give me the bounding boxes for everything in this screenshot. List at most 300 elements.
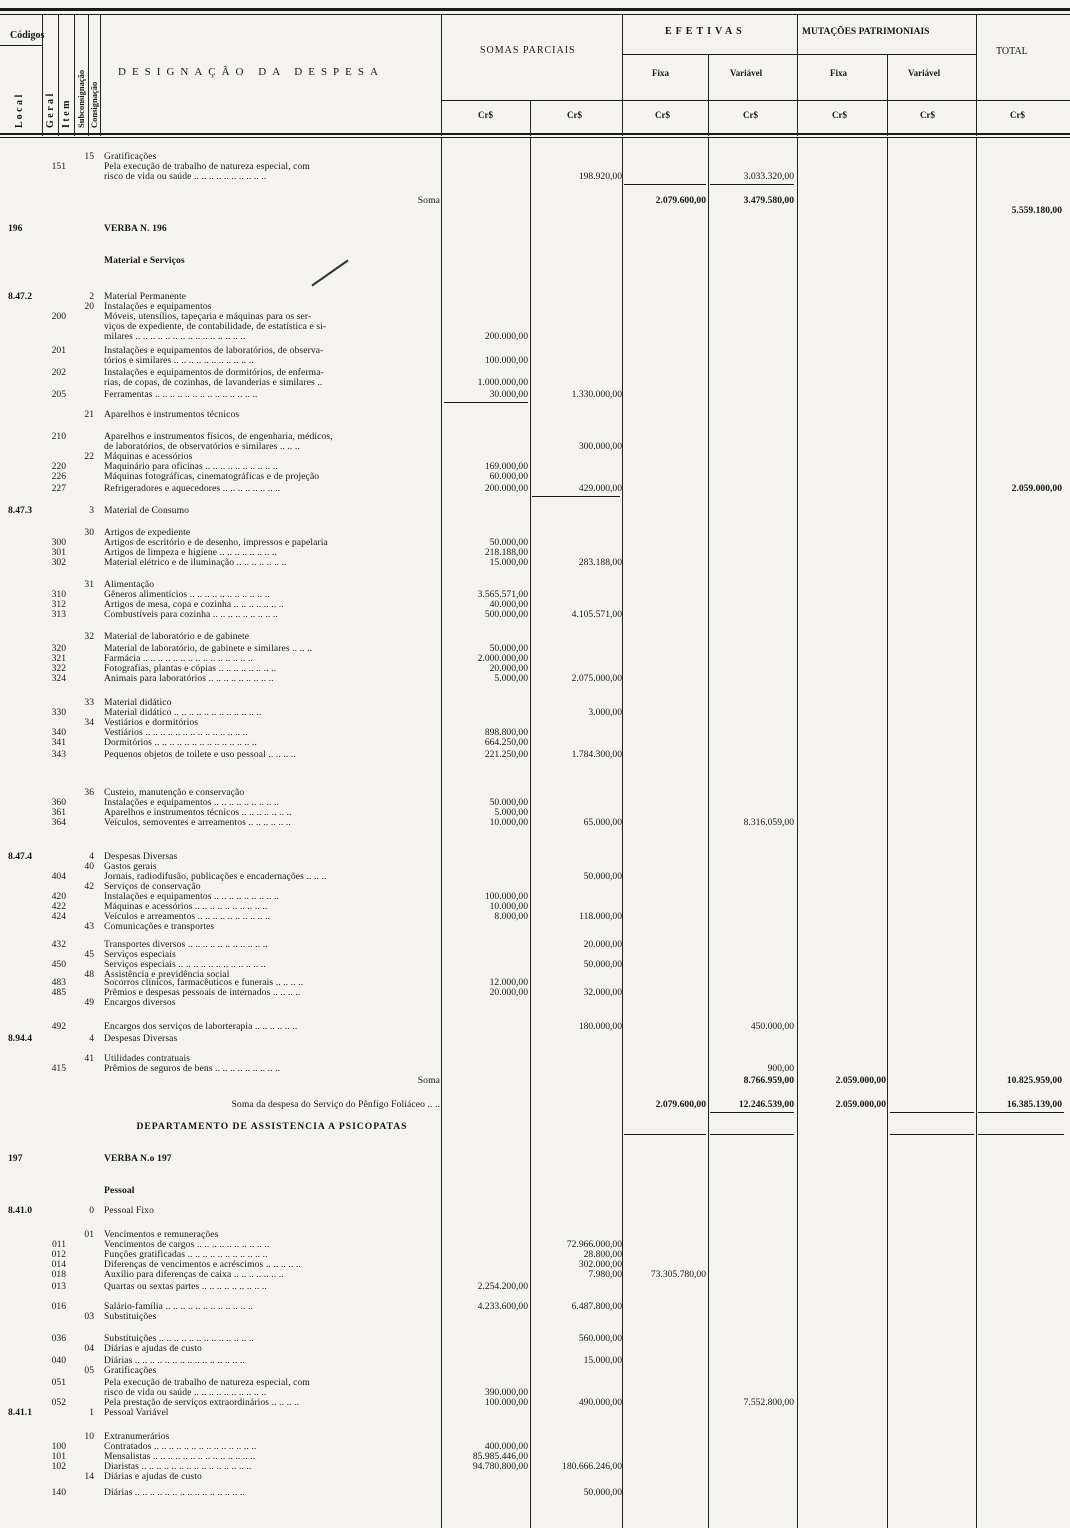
cell-desc: Artigos de limpeza e higiene .. .. .. .. .. .. .. ..	[104, 548, 278, 558]
table-row	[0, 1022, 1070, 1032]
cell-geral: 420	[51, 891, 66, 902]
table-row	[0, 1250, 1070, 1260]
cell-geral: 220	[51, 461, 66, 472]
cell-desc: Soma da despesa do Serviço do Pênfigo Foliáceo .. ..	[231, 1100, 440, 1110]
cell-desc: Dormitórios .. .. .. .. .. .. .. .. .. .. .. .. .. ..	[104, 738, 257, 748]
cell-p1: 20.000,00	[489, 663, 528, 674]
cell-p1: 169.000,00	[484, 461, 528, 472]
cell-desc: Prêmios de seguros de bens .. .. .. .. .. .. .. .. ..	[104, 1064, 281, 1074]
cell-p1: 50.000,00	[489, 643, 528, 654]
cell-geral: 341	[51, 737, 66, 748]
cell-desc: Quartas ou sextas partes .. .. .. .. .. .. .. .. ..	[104, 1282, 267, 1292]
cell-geral: 364	[51, 817, 66, 828]
cell-p1: 50.000,00	[489, 537, 528, 548]
table-row	[0, 644, 1070, 654]
cell-desc: Funções gratificadas .. .. .. .. .. .. .. .. .. .. ..	[104, 1250, 268, 1260]
table-row	[0, 206, 1070, 216]
col-consignacao-header: Consignação	[89, 81, 99, 128]
cell-p1: 100.000,00	[484, 891, 528, 902]
cell-geral: 312	[51, 599, 66, 610]
cell-desc: Soma	[417, 1076, 440, 1086]
cell-desc: Diárias e ajudas de custo	[104, 1344, 202, 1354]
somas-parciais-header: SOMAS PARCIAIS	[480, 45, 576, 56]
table-row	[0, 902, 1070, 912]
cell-geral: 101	[51, 1451, 66, 1462]
cell-geral: 200	[51, 311, 66, 322]
cell-item: 45	[84, 949, 94, 960]
cell-geral: 424	[51, 911, 66, 922]
cell-p2: 1.330.000,00	[571, 389, 622, 400]
table-row	[0, 472, 1070, 482]
cell-desc: Artigos de expediente	[104, 528, 191, 538]
table-row	[0, 960, 1070, 970]
designacao-header: DESIGNAÇÃO DA DESPESA	[118, 66, 384, 78]
table-row	[0, 1388, 1070, 1398]
cell-item: 4	[89, 1033, 94, 1044]
cell-geral: 492	[51, 1021, 66, 1032]
cell-item: 4	[89, 851, 94, 862]
table-row	[0, 1408, 1070, 1418]
efetivas-header: EFETIVAS	[665, 26, 746, 37]
cell-item: 05	[84, 1365, 94, 1376]
cell-item: 03	[84, 1311, 94, 1322]
cell-p1: 40.000,00	[489, 599, 528, 610]
cell-ev: 3.479.580,00	[743, 195, 794, 206]
cell-geral: 310	[51, 589, 66, 600]
cell-ef: 2.079.600,00	[655, 195, 706, 206]
cell-geral: 485	[51, 987, 66, 998]
cell-ev: 8.316.059,00	[743, 817, 794, 828]
table-row	[0, 912, 1070, 922]
cell-geral: 036	[51, 1333, 66, 1344]
table-row	[0, 462, 1070, 472]
cell-item: 48	[84, 969, 94, 980]
header-divider	[100, 14, 101, 136]
cell-geral: 011	[51, 1239, 66, 1250]
table-row	[0, 292, 1070, 302]
table-row	[0, 1100, 1070, 1110]
table-row	[0, 1076, 1070, 1086]
cell-desc: Material didático	[104, 698, 172, 708]
cell-desc: Pessoal Fixo	[104, 1206, 154, 1216]
codigos-header: Códigos	[10, 30, 45, 41]
cell-p1: 50.000,00	[489, 797, 528, 808]
cell-geral: 100	[51, 1441, 66, 1452]
cell-desc: Assistência e previdência social	[104, 970, 230, 980]
sum-rule	[978, 1112, 1064, 1113]
cell-item: 43	[84, 921, 94, 932]
sum-rule	[444, 402, 528, 403]
cell-p2: 7.980,00	[588, 1269, 622, 1280]
table-row	[0, 1282, 1070, 1292]
cell-p1: 3.565.571,00	[477, 589, 528, 600]
cell-ev: 7.552.800,00	[743, 1397, 794, 1408]
table-row	[0, 1270, 1070, 1280]
cell-p1: 200.000,00	[484, 483, 528, 494]
cell-p1: 12.000,00	[489, 977, 528, 988]
cell-desc: Jornais, radiodifusão, publicações e encadernações .. .. ..	[104, 872, 327, 882]
cell-p2: 300.000,00	[578, 441, 622, 452]
cell-geral: 052	[51, 1397, 66, 1408]
cell-ev: 8.766.959,00	[743, 1075, 794, 1086]
cell-desc: Mensalistas .. .. .. .. .. .. .. .. .. .. .. .. .. ..	[104, 1452, 256, 1462]
cell-desc: Encargos dos serviços de laborterapia .. .. .. .. .. ..	[104, 1022, 298, 1032]
table-row	[0, 1206, 1070, 1216]
cell-item: 30	[84, 527, 94, 538]
cell-ef: 73.305.780,00	[650, 1269, 706, 1280]
cell-p2: 180.000,00	[578, 1021, 622, 1032]
cell-geral: 051	[51, 1377, 66, 1388]
cell-desc: Vestiários .. .. .. .. .. .. .. .. .. .. .. .. .. ..	[104, 728, 248, 738]
cell-desc: Móveis, utensílios, tapeçaria e máquinas para os ser-	[104, 312, 312, 322]
cell-geral: 210	[51, 431, 66, 442]
table-row	[0, 432, 1070, 442]
table-row	[0, 1240, 1070, 1250]
cell-item: 36	[84, 787, 94, 798]
table-row	[0, 538, 1070, 548]
table-row	[0, 654, 1070, 664]
table-row	[0, 922, 1070, 932]
cell-p2: 20.000,00	[583, 939, 622, 950]
table-row	[0, 978, 1070, 988]
col-subconsignacao-header: Subconsignação	[76, 69, 86, 128]
cell-desc: Refrigeradores e aquecedores .. .. .. .. .. .. .. ..	[104, 484, 281, 494]
table-row	[0, 378, 1070, 388]
cell-mf: 2.059.000,00	[835, 1099, 886, 1110]
cell-desc: Substituições .. .. .. .. .. .. .. .. .. .. .. .. ..	[104, 1334, 254, 1344]
cell-desc: Pequenos objetos de toilete e uso pessoal .. .. .. ..	[104, 750, 296, 760]
cell-desc: Utilidades contratuais	[104, 1054, 191, 1064]
efetivas-fixa-header: Fixa	[652, 68, 669, 78]
cell-geral: 361	[51, 807, 66, 818]
cell-desc: Soma	[417, 196, 440, 206]
cell-p1: 2.000.000,00	[477, 653, 528, 664]
cell-p2: 1.784.300,00	[571, 749, 622, 760]
table-row	[0, 708, 1070, 718]
mutacoes-fixa-header: Fixa	[830, 68, 847, 78]
table-row	[0, 862, 1070, 872]
header-divider	[887, 55, 888, 136]
header-bottom-rule-2	[0, 137, 1070, 138]
cell-item: 2	[89, 291, 94, 302]
cell-local: 8.47.2	[8, 291, 32, 302]
cell-geral: 340	[51, 727, 66, 738]
table-row	[0, 162, 1070, 172]
table-row	[0, 1344, 1070, 1354]
mutacoes-header: MUTAÇÕES PATRIMONIAIS	[802, 27, 930, 37]
cell-desc: Instalações e equipamentos de laboratórios, de observa-	[104, 346, 324, 356]
cell-desc: Contratados .. .. .. .. .. .. .. .. .. .. .. .. .. ..	[104, 1442, 257, 1452]
cell-geral: 432	[51, 939, 66, 950]
cell-geral: 202	[51, 367, 66, 378]
sum-rule	[710, 184, 794, 185]
cell-desc: Instalações e equipamentos .. .. .. .. .. .. .. .. ..	[104, 798, 280, 808]
cell-p2: 50.000,00	[583, 871, 622, 882]
cell-desc: Veículos e arreamentos .. .. .. .. .. .. .. .. .. ..	[104, 912, 271, 922]
header-divider	[58, 14, 59, 136]
table-row	[0, 548, 1070, 558]
cell-p1: 5.000,00	[494, 807, 528, 818]
table-row	[0, 346, 1070, 356]
cell-desc: Pela prestação de serviços extraordinários .. .. .. ..	[104, 1398, 300, 1408]
table-row	[0, 196, 1070, 206]
cell-desc: Salário-família .. .. .. .. .. .. .. .. .. .. .. ..	[104, 1302, 253, 1312]
table-row	[0, 528, 1070, 538]
table-row	[0, 368, 1070, 378]
cell-desc: Máquinas e acessórios .. .. .. .. .. .. .. .. .. ..	[104, 902, 268, 912]
cell-p2: 118.000,00	[579, 911, 622, 922]
cell-geral: 151	[51, 161, 66, 172]
cell-desc: Material de laboratório e de gabinete	[104, 632, 250, 642]
cell-geral: 102	[51, 1461, 66, 1472]
cell-desc: Pessoal Variável	[104, 1408, 169, 1418]
cell-desc: Pela execução de trabalho de natureza especial, com	[104, 162, 310, 172]
cell-desc: risco de vida ou saúde .. .. .. .. .. .. .. .. .. ..	[104, 1388, 267, 1398]
cell-p1: 664.250,00	[484, 737, 528, 748]
cell-geral: 040	[51, 1355, 66, 1366]
cell-geral: 014	[51, 1259, 66, 1270]
cell-geral: 140	[51, 1487, 66, 1498]
cell-p1: 30.000,00	[489, 389, 528, 400]
header-hline	[441, 100, 1070, 101]
cell-desc: Despesas Diversas	[104, 852, 178, 862]
cell-desc: Aparelhos e instrumentos técnicos	[104, 410, 240, 420]
cell-geral: 360	[51, 797, 66, 808]
cell-p1: 85.985.446,00	[472, 1451, 528, 1462]
cell-item: 10	[84, 1431, 94, 1442]
cell-desc: DEPARTAMENTO DE ASSISTÊNCIA A PSICOPATAS	[136, 1122, 408, 1132]
header-bottom-rule	[0, 133, 1070, 135]
cell-local: 8.47.3	[8, 505, 32, 516]
cell-geral: 415	[51, 1063, 66, 1074]
currency-header: Cr$	[920, 110, 935, 120]
table-row	[0, 1488, 1070, 1498]
table-row	[0, 698, 1070, 708]
table-row	[0, 940, 1070, 950]
cell-geral: 321	[51, 653, 66, 664]
header-divider	[976, 14, 977, 136]
table-row	[0, 1432, 1070, 1442]
currency-header: Cr$	[655, 110, 670, 120]
cell-item: 40	[84, 861, 94, 872]
table-row	[0, 632, 1070, 642]
table-row	[0, 1366, 1070, 1376]
cell-geral: 404	[51, 871, 66, 882]
cell-desc: Gratificações	[104, 152, 157, 162]
cell-desc: Artigos de escritório e de desenho, impressos e papelaria	[104, 538, 328, 548]
cell-p2: 283.188,00	[578, 557, 622, 568]
table-row	[0, 1452, 1070, 1462]
sum-rule	[532, 496, 620, 497]
table-row	[0, 452, 1070, 462]
table-row	[0, 1334, 1070, 1344]
cell-p1: 898.800,00	[484, 727, 528, 738]
cell-desc: Custeio, manutenção e conservação	[104, 788, 245, 798]
cell-ev: 900,00	[767, 1063, 794, 1074]
table-row	[0, 788, 1070, 798]
table-row	[0, 798, 1070, 808]
cell-ev: 12.246.539,00	[738, 1099, 794, 1110]
cell-desc: Vencimentos de cargos .. .. .. .. .. .. .. .. .. ..	[104, 1240, 270, 1250]
cell-desc: Instalações e equipamentos de dormitórios, de enferma-	[104, 368, 324, 378]
cell-geral: 013	[51, 1281, 66, 1292]
cell-desc: Farmácia .. .. .. .. .. .. .. .. .. .. .. .. .. .. ..	[104, 654, 253, 664]
table-row	[0, 1230, 1070, 1240]
cell-local: 196	[8, 223, 23, 234]
table-row	[0, 224, 1070, 234]
cell-geral: 483	[51, 977, 66, 988]
table-row	[0, 442, 1070, 452]
cell-p1: 1.000.000,00	[477, 377, 528, 388]
table-row	[0, 1302, 1070, 1312]
cell-item: 42	[84, 881, 94, 892]
cell-p1: 390.000,00	[484, 1387, 528, 1398]
cell-item: 33	[84, 697, 94, 708]
cell-ef: 2.079.600,00	[655, 1099, 706, 1110]
top-rule-thick	[0, 8, 1070, 11]
cell-desc: Animais para laboratórios .. .. .. .. .. .. .. .. ..	[104, 674, 274, 684]
cell-desc: Material Permanente	[104, 292, 187, 302]
cell-desc: risco de vida ou saúde .. .. .. .. .. .. .. .. .. ..	[104, 172, 267, 182]
table-row	[0, 950, 1070, 960]
table-row	[0, 818, 1070, 828]
table-row	[0, 1054, 1070, 1064]
table-row	[0, 580, 1070, 590]
cell-p2: 490.000,00	[578, 1397, 622, 1408]
cell-desc: Máquinas e acessórios	[104, 452, 193, 462]
cell-p2: 32.000,00	[583, 987, 622, 998]
cell-desc: Instalações e equipamentos .. .. .. .. .. .. .. .. ..	[104, 892, 280, 902]
cell-p1: 8.000,00	[494, 911, 528, 922]
cell-desc: de laboratórios, de observatórios e similares .. .. ..	[104, 442, 300, 452]
cell-p1: 400.000,00	[484, 1441, 528, 1452]
header-divider	[708, 55, 709, 136]
sum-rule	[978, 1134, 1064, 1135]
top-rule-thin	[0, 14, 1070, 15]
cell-p2: 72.966.000,00	[566, 1239, 622, 1250]
col-item-header: I t e m	[61, 100, 72, 128]
cell-desc: Vestiários e dormitórios	[104, 718, 199, 728]
cell-item: 3	[89, 505, 94, 516]
cell-desc: Material e Serviços	[104, 256, 185, 266]
cell-ev: 3.033.320,00	[743, 171, 794, 182]
sum-rule	[890, 1112, 974, 1113]
table-row	[0, 558, 1070, 568]
cell-p2: 2.075.000,00	[571, 673, 622, 684]
cell-p1: 200.000,00	[484, 331, 528, 342]
table-row	[0, 1154, 1070, 1164]
table-row	[0, 600, 1070, 610]
cell-local: 8.41.1	[8, 1407, 32, 1418]
table-row	[0, 1462, 1070, 1472]
sum-rule	[624, 1134, 706, 1135]
table-row	[0, 1442, 1070, 1452]
table-row	[0, 484, 1070, 494]
currency-header: Cr$	[1010, 110, 1025, 120]
cell-p2: 4.105.571,00	[571, 609, 622, 620]
cell-desc: Diferenças de vencimentos e acréscimos .. .. .. .. ..	[104, 1260, 301, 1270]
cell-p2: 3.000,00	[588, 707, 622, 718]
cell-item: 01	[84, 1229, 94, 1240]
cell-p2: 15.000,00	[583, 1355, 622, 1366]
cell-desc: Diaristas .. .. .. .. .. .. .. .. .. .. .. .. .. .. ..	[104, 1462, 252, 1472]
cell-p2: 6.487.800,00	[571, 1301, 622, 1312]
col-local-header: L o c a l	[14, 94, 25, 128]
sum-rule	[710, 1134, 794, 1135]
header-divider	[797, 14, 798, 136]
cell-geral: 343	[51, 749, 66, 760]
table-row	[0, 882, 1070, 892]
cell-desc: Fotografias, plantas e cópias .. .. .. .. .. .. .. ..	[104, 664, 277, 674]
cell-desc: milares .. .. .. .. .. .. .. .. .. .. .. .. .. .. ..	[104, 332, 246, 342]
cell-p2: 198.920,00	[578, 171, 622, 182]
table-row	[0, 872, 1070, 882]
cell-item: 32	[84, 631, 94, 642]
cell-geral: 016	[51, 1301, 66, 1312]
table-row	[0, 892, 1070, 902]
table-row	[0, 356, 1070, 366]
cell-geral: 012	[51, 1249, 66, 1260]
table-row	[0, 610, 1070, 620]
cell-p1: 94.780.800,00	[472, 1461, 528, 1472]
cell-desc: rias, de copas, de cozinhas, de lavanderias e similares ..	[104, 378, 323, 388]
cell-desc: Ferramentas .. .. .. .. .. .. .. .. .. .. .. .. .. ..	[104, 390, 258, 400]
cell-desc: Gêneros alimentícios .. .. .. .. .. .. .. .. .. .. ..	[104, 590, 270, 600]
cell-p1: 20.000,00	[489, 987, 528, 998]
cell-desc: Alimentação	[104, 580, 155, 590]
table-row	[0, 1356, 1070, 1366]
table-row	[0, 808, 1070, 818]
table-row	[0, 998, 1070, 1008]
currency-header: Cr$	[567, 110, 582, 120]
cell-item: 22	[84, 451, 94, 462]
table-row	[0, 312, 1070, 322]
cell-item: 21	[84, 409, 94, 420]
table-row	[0, 332, 1070, 342]
cell-item: 04	[84, 1343, 94, 1354]
cell-desc: Serviços de conservação	[104, 882, 201, 892]
cell-item: 1	[89, 1407, 94, 1418]
table-row	[0, 590, 1070, 600]
cell-geral: 205	[51, 389, 66, 400]
cell-desc: Máquinas fotográficas, cinematográficas e de projeção	[104, 472, 320, 482]
cell-p1: 100.000,00	[484, 1397, 528, 1408]
cell-desc: Aparelhos e instrumentos técnicos .. .. .. .. .. .. ..	[104, 808, 292, 818]
cell-p2: 302.000,00	[578, 1259, 622, 1270]
cell-desc: Diárias .. .. .. .. .. .. .. .. .. .. .. .. .. .. ..	[104, 1356, 245, 1366]
cell-desc: tórios e similares .. .. .. .. .. .. .. .. .. .. ..	[104, 356, 254, 366]
currency-header: Cr$	[832, 110, 847, 120]
cell-desc: Gratificações	[104, 1366, 157, 1376]
cell-geral: 201	[51, 345, 66, 356]
header-hline	[622, 54, 976, 55]
cell-tot: 5.559.180,00	[1011, 205, 1062, 216]
cell-p1: 10.000,00	[489, 901, 528, 912]
cell-item: 15	[84, 151, 94, 162]
cell-desc: Transportes diversos .. .. .. .. .. .. .. .. .. .. ..	[104, 940, 268, 950]
table-row	[0, 1312, 1070, 1322]
cell-desc: Substituições	[104, 1312, 157, 1322]
table-row	[0, 750, 1070, 760]
header-divider	[530, 100, 531, 136]
col-geral-header: G e r a l	[45, 93, 56, 128]
cell-p2: 560.000,00	[578, 1333, 622, 1344]
table-row	[0, 718, 1070, 728]
cell-local: 8.41.0	[8, 1205, 32, 1216]
cell-item: 41	[84, 1053, 94, 1064]
cell-geral: 330	[51, 707, 66, 718]
cell-p1: 221.250,00	[484, 749, 528, 760]
